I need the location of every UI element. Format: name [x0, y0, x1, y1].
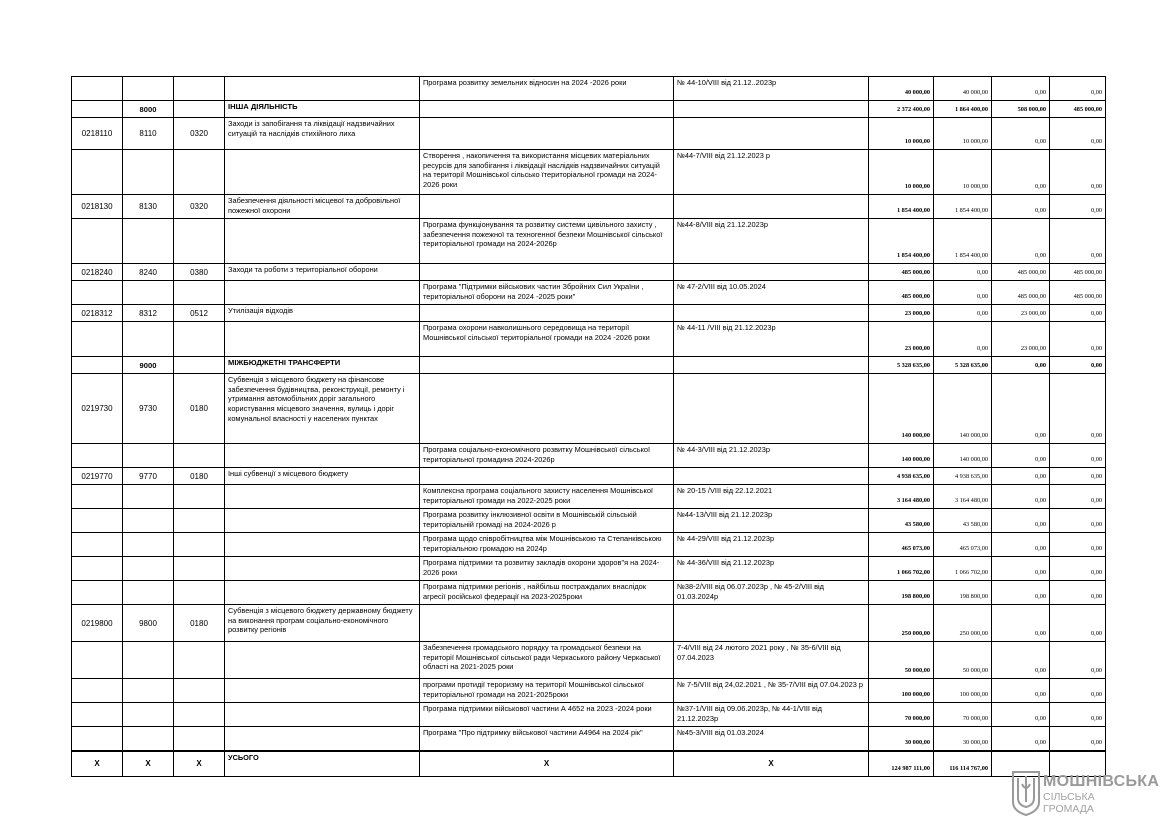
cell-special-fund: 0,00 — [992, 703, 1050, 727]
cell-general-fund: 43 580,00 — [934, 509, 992, 533]
cell-total: 140 000,00 — [869, 374, 934, 444]
cell-name — [225, 679, 420, 703]
table-row — [72, 281, 1106, 305]
cell-name: Заходи із запобігання та ліквідації надзвичайних ситуацій та наслідків стихійного лиха — [225, 118, 420, 150]
cell-kfkv — [174, 281, 225, 305]
cell-development-budget: 0,00 — [1050, 485, 1106, 509]
cell-decision: №38-2/VIII від 06.07.2023р , № 45-2/VIII від 01.03.2024р — [674, 581, 869, 605]
cell-general-fund: 0,00 — [934, 281, 992, 305]
cell-kfkv — [174, 727, 225, 751]
cell-kfkv — [174, 444, 225, 468]
cell-development-budget: 0,00 — [1050, 703, 1106, 727]
cell-decision — [674, 374, 869, 444]
cell-special-fund: 23 000,00 — [992, 322, 1050, 357]
cell-decision: № 44-3/VIII від 21.12.2023р — [674, 444, 869, 468]
cell-special-fund: 0,00 — [992, 374, 1050, 444]
cell-general-fund: 3 164 480,00 — [934, 485, 992, 509]
table-row — [72, 727, 1106, 751]
cell-kfk — [72, 219, 123, 264]
cell-total: 2 372 400,00 — [869, 101, 934, 118]
table-row — [72, 605, 1106, 642]
table-row — [72, 118, 1106, 150]
cell-program: X — [420, 751, 674, 777]
cell-total: 30 000,00 — [869, 727, 934, 751]
cell-special-fund: 0,00 — [992, 533, 1050, 557]
cell-total: 140 000,00 — [869, 444, 934, 468]
cell-decision: № 44-29/VIII від 21.12.2023р — [674, 533, 869, 557]
cell-special-fund: 0,00 — [992, 485, 1050, 509]
cell-total: 23 000,00 — [869, 322, 934, 357]
cell-kfk — [72, 703, 123, 727]
cell-kfk: 0219800 — [72, 605, 123, 642]
cell-special-fund: 0,00 — [992, 605, 1050, 642]
total-row — [72, 751, 1106, 777]
cell-development-budget: 0,00 — [1050, 509, 1106, 533]
cell-total: 50 000,00 — [869, 642, 934, 679]
cell-decision: № 20-15 /VIII від 22.12.2021 — [674, 485, 869, 509]
cell-general-fund: 100 000,00 — [934, 679, 992, 703]
cell-tkv — [123, 642, 174, 679]
cell-general-fund: 0,00 — [934, 305, 992, 322]
cell-development-budget: 0,00 — [1050, 374, 1106, 444]
cell-kfk: 0218130 — [72, 195, 123, 219]
cell-program: Програма охорони навколишнього середовища на території Мошнівської сільської територіальної громади на 2024 -2026 роки — [420, 322, 674, 357]
cell-total: 465 073,00 — [869, 533, 934, 557]
trident-emblem-icon — [1011, 770, 1041, 816]
cell-tkv: 9000 — [123, 357, 174, 374]
cell-general-fund: 1 864 400,00 — [934, 101, 992, 118]
cell-decision — [674, 264, 869, 281]
cell-tkv: 9730 — [123, 374, 174, 444]
table-row — [72, 557, 1106, 581]
cell-special-fund: 0,00 — [992, 118, 1050, 150]
cell-decision: № 7-5/VIII від 24,02.2021 , № 35-7/VIII від 07.04.2023 р — [674, 679, 869, 703]
table-row — [72, 357, 1106, 374]
cell-name: Утилізація відходів — [225, 305, 420, 322]
cell-decision: № 44-36/VIII від 21.12.2023р — [674, 557, 869, 581]
cell-tkv: 8312 — [123, 305, 174, 322]
cell-kfkv — [174, 642, 225, 679]
table-row — [72, 101, 1106, 118]
cell-tkv: X — [123, 751, 174, 777]
cell-program — [420, 118, 674, 150]
cell-development-budget: 0,00 — [1050, 118, 1106, 150]
cell-decision: 7-4/VIII від 24 лютого 2021 року , № 35-6/VIII від 07.04.2023 — [674, 642, 869, 679]
cell-program — [420, 357, 674, 374]
cell-tkv: 8000 — [123, 101, 174, 118]
cell-program — [420, 374, 674, 444]
cell-kfkv — [174, 703, 225, 727]
cell-development-budget: 0,00 — [1050, 642, 1106, 679]
cell-kfk — [72, 101, 123, 118]
cell-kfkv: 0380 — [174, 264, 225, 281]
cell-total: 485 000,00 — [869, 281, 934, 305]
table-row — [72, 195, 1106, 219]
table-row — [72, 374, 1106, 444]
cell-decision — [674, 118, 869, 150]
table-row — [72, 509, 1106, 533]
cell-name — [225, 703, 420, 727]
cell-program: Програма підтримки та розвитку закладів охорони здоров"я на 2024-2026 роки — [420, 557, 674, 581]
cell-program: Програма "Про підтримку військової частини А4964 на 2024 рік" — [420, 727, 674, 751]
cell-development-budget: 0,00 — [1050, 219, 1106, 264]
cell-name: Субвенція з місцевого бюджету на фінансове забезпечення будівництва, реконструкції, ремонту і утримання автомобільних доріг загального користування місцевого значення, вулиць і доріг комунальної власності у населених пунктах — [225, 374, 420, 444]
cell-special-fund: 508 000,00 — [992, 101, 1050, 118]
cell-kfk — [72, 642, 123, 679]
cell-tkv — [123, 679, 174, 703]
cell-total: 198 800,00 — [869, 581, 934, 605]
cell-decision: № 44-10/VIII від 21.12..2023р — [674, 77, 869, 101]
cell-name: Інші субвенції з місцевого бюджету — [225, 468, 420, 485]
cell-general-fund: 140 000,00 — [934, 374, 992, 444]
cell-program: Створення , накопичення та використання місцевих матеріальних ресурсів для запобігання і ліквідації наслідків надзвичайних ситуацій на території Мошнівської сільсько їтериторіальної громади на 2024-2026 роки — [420, 150, 674, 195]
cell-special-fund: 0,00 — [992, 219, 1050, 264]
cell-kfk — [72, 533, 123, 557]
cell-development-budget: 0,00 — [1050, 468, 1106, 485]
cell-special-fund: 0,00 — [992, 581, 1050, 605]
cell-kfk — [72, 77, 123, 101]
cell-tkv — [123, 533, 174, 557]
cell-program: Забезпечення громадського порядку та громадської безпеки на території Мошнівської сільської ради Черкаського району Черкаської області на 2021-2025 роки — [420, 642, 674, 679]
cell-total: 1 066 702,00 — [869, 557, 934, 581]
cell-special-fund: 0,00 — [992, 557, 1050, 581]
cell-kfkv: 0180 — [174, 374, 225, 444]
cell-tkv — [123, 581, 174, 605]
table-row — [72, 703, 1106, 727]
cell-name: Заходи та роботи з територіальної оборони — [225, 264, 420, 281]
cell-decision — [674, 101, 869, 118]
cell-kfk — [72, 485, 123, 509]
cell-general-fund: 5 328 635,00 — [934, 357, 992, 374]
cell-kfkv: 0512 — [174, 305, 225, 322]
cell-tkv — [123, 727, 174, 751]
cell-total: 43 580,00 — [869, 509, 934, 533]
cell-tkv — [123, 557, 174, 581]
cell-tkv — [123, 322, 174, 357]
cell-special-fund: 485 000,00 — [992, 281, 1050, 305]
cell-program — [420, 468, 674, 485]
hromada-watermark — [1011, 770, 1161, 818]
cell-decision: №44-8/VIII від 21.12.2023р — [674, 219, 869, 264]
cell-special-fund: 0,00 — [992, 357, 1050, 374]
cell-development-budget: 0,00 — [1050, 357, 1106, 374]
table-row — [72, 322, 1106, 357]
table-row — [72, 150, 1106, 195]
cell-tkv — [123, 485, 174, 509]
cell-program: Комплексна програма соціального захисту населення Мошнівської територіальної громади на 2022-2025 роки — [420, 485, 674, 509]
cell-total: 124 987 111,00 — [869, 751, 934, 777]
cell-kfkv — [174, 150, 225, 195]
cell-tkv: 8130 — [123, 195, 174, 219]
watermark-line2: ГРОМАДА — [1043, 803, 1094, 815]
cell-kfk: 0219770 — [72, 468, 123, 485]
cell-program: Програма функціонування та розвитку системи цивільного захисту , забезпечення пожежної та техногенної безпеки Мошнівської сільської територіальної громади на 2024-2026р — [420, 219, 674, 264]
cell-development-budget: 485 000,00 — [1050, 264, 1106, 281]
cell-total: 100 000,00 — [869, 679, 934, 703]
table-body — [72, 77, 1106, 777]
cell-special-fund: 0,00 — [992, 509, 1050, 533]
cell-kfkv — [174, 485, 225, 509]
cell-name: УСЬОГО — [225, 751, 420, 777]
cell-general-fund: 465 073,00 — [934, 533, 992, 557]
cell-development-budget: 0,00 — [1050, 727, 1106, 751]
cell-name: Субвенція з місцевого бюджету державному бюджету на виконання програм соціально-економічного розвитку регіонів — [225, 605, 420, 642]
cell-name — [225, 642, 420, 679]
cell-total: 5 328 635,00 — [869, 357, 934, 374]
table-row — [72, 219, 1106, 264]
cell-name: МІЖБЮДЖЕТНІ ТРАНСФЕРТИ — [225, 357, 420, 374]
cell-development-budget: 0,00 — [1050, 77, 1106, 101]
cell-decision: №45-3/VIII від 01.03.2024 — [674, 727, 869, 751]
cell-program: Програма соціально-економічного розвитку Мошнівської сільської територіальної громадина 2024-2026р — [420, 444, 674, 468]
cell-development-budget: 485 000,00 — [1050, 281, 1106, 305]
cell-tkv: 9800 — [123, 605, 174, 642]
cell-development-budget: 0,00 — [1050, 322, 1106, 357]
cell-kfkv — [174, 357, 225, 374]
cell-kfkv: 0320 — [174, 118, 225, 150]
cell-program — [420, 264, 674, 281]
cell-program: Програма підтримки регіонів , найбільш постраждалих внаслідок агресії російської федерації на 2023-2025роки — [420, 581, 674, 605]
cell-tkv — [123, 509, 174, 533]
cell-kfkv — [174, 509, 225, 533]
cell-general-fund: 30 000,00 — [934, 727, 992, 751]
cell-name — [225, 509, 420, 533]
cell-program: Програма щодо співробітництва між Мошнівською та Степанківською територіальною громадою на 2024р — [420, 533, 674, 557]
cell-kfk — [72, 357, 123, 374]
cell-decision: X — [674, 751, 869, 777]
cell-general-fund: 116 114 767,00 — [934, 751, 992, 777]
cell-tkv — [123, 281, 174, 305]
cell-tkv — [123, 150, 174, 195]
cell-kfk — [72, 581, 123, 605]
cell-development-budget: 0,00 — [1050, 150, 1106, 195]
cell-kfk — [72, 150, 123, 195]
cell-special-fund: 0,00 — [992, 679, 1050, 703]
cell-general-fund: 250 000,00 — [934, 605, 992, 642]
cell-name — [225, 281, 420, 305]
cell-special-fund: 0,00 — [992, 77, 1050, 101]
cell-total: 485 000,00 — [869, 264, 934, 281]
cell-kfkv — [174, 101, 225, 118]
cell-name — [225, 77, 420, 101]
cell-decision: №37-1/VIII від 09.06.2023р, № 44-1/VIII від 21.12.2023р — [674, 703, 869, 727]
cell-name — [225, 581, 420, 605]
cell-total: 70 000,00 — [869, 703, 934, 727]
cell-kfkv — [174, 219, 225, 264]
cell-decision: №44-7/VIII від 21.12.2023 р — [674, 150, 869, 195]
cell-special-fund: 0,00 — [992, 444, 1050, 468]
cell-kfkv — [174, 77, 225, 101]
cell-tkv — [123, 77, 174, 101]
cell-development-budget: 0,00 — [1050, 679, 1106, 703]
cell-tkv — [123, 703, 174, 727]
cell-development-budget: 485 000,00 — [1050, 101, 1106, 118]
cell-general-fund: 140 000,00 — [934, 444, 992, 468]
cell-kfk: 0218312 — [72, 305, 123, 322]
cell-total: 23 000,00 — [869, 305, 934, 322]
cell-development-budget: 0,00 — [1050, 605, 1106, 642]
cell-kfkv: 0180 — [174, 468, 225, 485]
cell-name: Забезпечення діяльності місцевої та добровільної пожежної охорони — [225, 195, 420, 219]
cell-development-budget: 0,00 — [1050, 533, 1106, 557]
cell-total: 1 854 400,00 — [869, 219, 934, 264]
cell-special-fund: 0,00 — [992, 642, 1050, 679]
cell-general-fund: 0,00 — [934, 264, 992, 281]
cell-program — [420, 195, 674, 219]
cell-name — [225, 444, 420, 468]
cell-kfkv — [174, 322, 225, 357]
cell-general-fund: 1 854 400,00 — [934, 219, 992, 264]
cell-kfkv — [174, 557, 225, 581]
cell-total: 1 854 400,00 — [869, 195, 934, 219]
table-row — [72, 444, 1106, 468]
cell-program: Програма розвитку земельних відносин на 2024 -2026 роки — [420, 77, 674, 101]
cell-name — [225, 727, 420, 751]
table-row — [72, 77, 1106, 101]
cell-name — [225, 322, 420, 357]
cell-decision — [674, 195, 869, 219]
cell-development-budget: 0,00 — [1050, 444, 1106, 468]
cell-development-budget: 0,00 — [1050, 557, 1106, 581]
cell-total: 40 000,00 — [869, 77, 934, 101]
budget-table-page — [71, 76, 1106, 777]
cell-special-fund: 23 000,00 — [992, 305, 1050, 322]
cell-development-budget: 0,00 — [1050, 581, 1106, 605]
cell-kfkv — [174, 533, 225, 557]
cell-decision — [674, 305, 869, 322]
table-row — [72, 642, 1106, 679]
cell-name — [225, 485, 420, 509]
table-row — [72, 679, 1106, 703]
cell-decision: № 47-2/VIII від 10.05.2024 — [674, 281, 869, 305]
cell-kfk: 0218110 — [72, 118, 123, 150]
cell-name: ІНША ДІЯЛЬНІСТЬ — [225, 101, 420, 118]
cell-special-fund: 0,00 — [992, 150, 1050, 195]
cell-kfk: X — [72, 751, 123, 777]
cell-general-fund: 40 000,00 — [934, 77, 992, 101]
cell-program — [420, 305, 674, 322]
cell-name — [225, 533, 420, 557]
cell-program — [420, 101, 674, 118]
cell-total: 3 164 480,00 — [869, 485, 934, 509]
cell-tkv: 9770 — [123, 468, 174, 485]
cell-development-budget: 0,00 — [1050, 195, 1106, 219]
cell-general-fund: 10 000,00 — [934, 150, 992, 195]
table-row — [72, 305, 1106, 322]
cell-program: Програма підтримки військової частини А 4652 на 2023 -2024 роки — [420, 703, 674, 727]
cell-decision — [674, 357, 869, 374]
cell-general-fund: 1 854 400,00 — [934, 195, 992, 219]
cell-kfk — [72, 444, 123, 468]
cell-decision — [674, 468, 869, 485]
cell-kfk — [72, 679, 123, 703]
cell-general-fund: 10 000,00 — [934, 118, 992, 150]
cell-program: Програма розвитку інклюзивної освіти в Мошнівській сільській територіальній громаді на 2024-2026 р — [420, 509, 674, 533]
cell-program: програми протидії тероризму на території Мошнівської сільської територіальної громади на 2021-2025роки — [420, 679, 674, 703]
cell-decision: № 44-11 /VIII від 21.12.2023р — [674, 322, 869, 357]
cell-tkv: 8240 — [123, 264, 174, 281]
cell-name — [225, 557, 420, 581]
cell-total: 250 000,00 — [869, 605, 934, 642]
cell-name — [225, 219, 420, 264]
cell-name — [225, 150, 420, 195]
table-row — [72, 485, 1106, 509]
cell-development-budget: 0,00 — [1050, 305, 1106, 322]
cell-kfk — [72, 509, 123, 533]
cell-kfkv: X — [174, 751, 225, 777]
cell-special-fund: 485 000,00 — [992, 264, 1050, 281]
cell-general-fund: 50 000,00 — [934, 642, 992, 679]
cell-kfkv: 0180 — [174, 605, 225, 642]
cell-kfk — [72, 727, 123, 751]
cell-special-fund: 0,00 — [992, 195, 1050, 219]
cell-program — [420, 605, 674, 642]
cell-tkv: 8110 — [123, 118, 174, 150]
table-row — [72, 533, 1106, 557]
cell-general-fund: 4 938 635,00 — [934, 468, 992, 485]
cell-kfk — [72, 557, 123, 581]
cell-kfkv: 0320 — [174, 195, 225, 219]
cell-special-fund: 0,00 — [992, 727, 1050, 751]
cell-kfkv — [174, 581, 225, 605]
cell-tkv — [123, 219, 174, 264]
cell-kfkv — [174, 679, 225, 703]
cell-general-fund: 198 800,00 — [934, 581, 992, 605]
table-row — [72, 264, 1106, 281]
cell-decision — [674, 605, 869, 642]
cell-special-fund: 0,00 — [992, 468, 1050, 485]
watermark-line1: СІЛЬСЬКА — [1043, 791, 1095, 803]
cell-kfk — [72, 281, 123, 305]
table-row — [72, 581, 1106, 605]
cell-total: 10 000,00 — [869, 150, 934, 195]
cell-program: Програма "Підтримки військових частин Збройних Сил України , територіальної оборони на 2024 -2025 роки" — [420, 281, 674, 305]
cell-kfk — [72, 322, 123, 357]
cell-total: 4 938 635,00 — [869, 468, 934, 485]
table-row — [72, 468, 1106, 485]
budget-programs-table — [71, 76, 1106, 777]
cell-total: 10 000,00 — [869, 118, 934, 150]
cell-general-fund: 0,00 — [934, 322, 992, 357]
cell-decision: №44-13/VIII від 21.12.2023р — [674, 509, 869, 533]
cell-general-fund: 70 000,00 — [934, 703, 992, 727]
cell-kfk: 0219730 — [72, 374, 123, 444]
watermark-title: МОШНІВСЬКА — [1043, 773, 1160, 790]
cell-kfk: 0218240 — [72, 264, 123, 281]
cell-tkv — [123, 444, 174, 468]
cell-general-fund: 1 066 702,00 — [934, 557, 992, 581]
